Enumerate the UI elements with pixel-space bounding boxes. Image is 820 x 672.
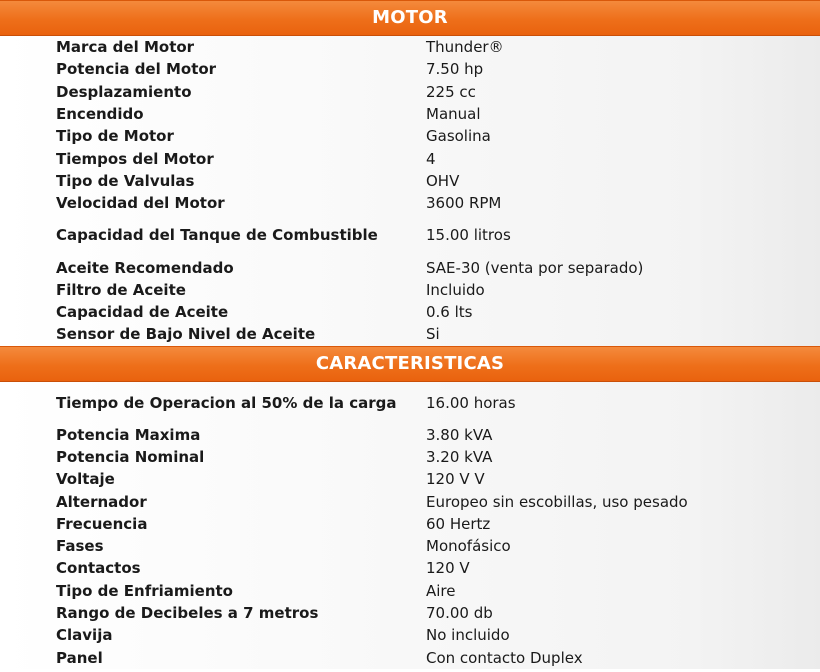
spec-label: Alternador xyxy=(56,492,147,511)
spec-row xyxy=(0,214,820,256)
spec-label: Tiempo de Operacion al 50% de la carga xyxy=(56,393,397,412)
spec-label: Voltaje xyxy=(56,470,115,489)
spec-row xyxy=(0,36,820,58)
spec-value: 3600 RPM xyxy=(426,194,502,213)
spec-value: 15.00 litros xyxy=(426,226,511,245)
spec-label: Tipo de Motor xyxy=(56,127,174,146)
spec-row xyxy=(0,535,820,557)
spec-label: Sensor de Bajo Nivel de Aceite xyxy=(56,325,316,344)
spec-row xyxy=(0,170,820,192)
spec-label: Contactos xyxy=(56,559,141,578)
spec-label: Capacidad del Tanque de Combustible xyxy=(56,226,378,245)
spec-value: Gasolina xyxy=(426,127,491,146)
spec-label: Tipo de Enfriamiento xyxy=(56,581,233,600)
spec-label: Potencia Nominal xyxy=(56,448,205,466)
spec-label: Clavija xyxy=(56,626,113,645)
spec-row xyxy=(0,580,820,602)
spec-row xyxy=(0,513,820,535)
spec-value: Monofásico xyxy=(426,537,511,556)
spec-label: Velocidad del Motor xyxy=(56,194,225,213)
spec-label: Aceite Recomendado xyxy=(56,258,234,277)
section-rows-caracteristicas xyxy=(0,382,820,669)
spec-value: SAE-30 (venta por separado) xyxy=(426,258,644,277)
spec-row xyxy=(0,647,820,669)
spec-label: Encendido xyxy=(56,105,144,124)
spec-row xyxy=(0,147,820,169)
spec-row xyxy=(0,323,820,345)
spec-row xyxy=(0,382,820,424)
spec-label: Potencia Maxima xyxy=(56,425,201,444)
spec-row xyxy=(0,192,820,214)
spec-row xyxy=(0,624,820,646)
spec-value: 120 V V xyxy=(426,470,485,489)
spec-value: Si xyxy=(426,325,440,344)
spec-value: 70.00 db xyxy=(426,604,493,623)
spec-label: Tipo de Valvulas xyxy=(56,171,195,190)
spec-value: 3.80 kVA xyxy=(426,425,493,444)
spec-value: 4 xyxy=(426,149,436,168)
spec-row xyxy=(0,424,820,446)
spec-label: Frecuencia xyxy=(56,514,148,533)
spec-label: Desplazamiento xyxy=(56,82,192,101)
spec-row xyxy=(0,81,820,103)
spec-value: Incluido xyxy=(426,280,485,299)
spec-value: Aire xyxy=(426,581,456,600)
spec-row xyxy=(0,446,820,468)
spec-value: Europeo sin escobillas, uso pesado xyxy=(426,492,688,511)
spec-value: 0.6 lts xyxy=(426,303,473,322)
spec-label: Panel xyxy=(56,648,103,667)
spec-row xyxy=(0,301,820,323)
spec-value: OHV xyxy=(426,171,460,190)
spec-row xyxy=(0,58,820,80)
spec-label: Capacidad de Aceite xyxy=(56,303,229,322)
spec-value: 120 V xyxy=(426,559,470,578)
spec-row xyxy=(0,490,820,512)
spec-row xyxy=(0,557,820,579)
spec-label: Fases xyxy=(56,537,104,556)
spec-row xyxy=(0,125,820,147)
spec-label: Filtro de Aceite xyxy=(56,280,186,299)
section-header-caracteristicas: CARACTERISTICAS xyxy=(0,346,820,382)
spec-row xyxy=(0,468,820,490)
spec-value: Con contacto Duplex xyxy=(426,648,583,667)
spec-label: Rango de Decibeles a 7 metros xyxy=(56,604,319,623)
spec-value: 3.20 kVA xyxy=(426,448,493,466)
spec-row xyxy=(0,602,820,624)
spec-value: Thunder® xyxy=(426,38,504,57)
section-header-motor: MOTOR xyxy=(0,0,820,36)
spec-value: 60 Hertz xyxy=(426,514,491,533)
section-rows-motor xyxy=(0,36,820,346)
spec-label: Potencia del Motor xyxy=(56,60,217,79)
spec-label: Marca del Motor xyxy=(56,38,195,57)
spec-value: 7.50 hp xyxy=(426,60,484,79)
spec-row xyxy=(0,279,820,301)
spec-value: 16.00 horas xyxy=(426,393,516,412)
spec-value: 225 cc xyxy=(426,82,476,101)
spec-row xyxy=(0,103,820,125)
spec-value: Manual xyxy=(426,105,481,124)
spec-value: No incluido xyxy=(426,626,510,645)
spec-label: Tiempos del Motor xyxy=(56,149,214,168)
spec-row xyxy=(0,256,820,278)
